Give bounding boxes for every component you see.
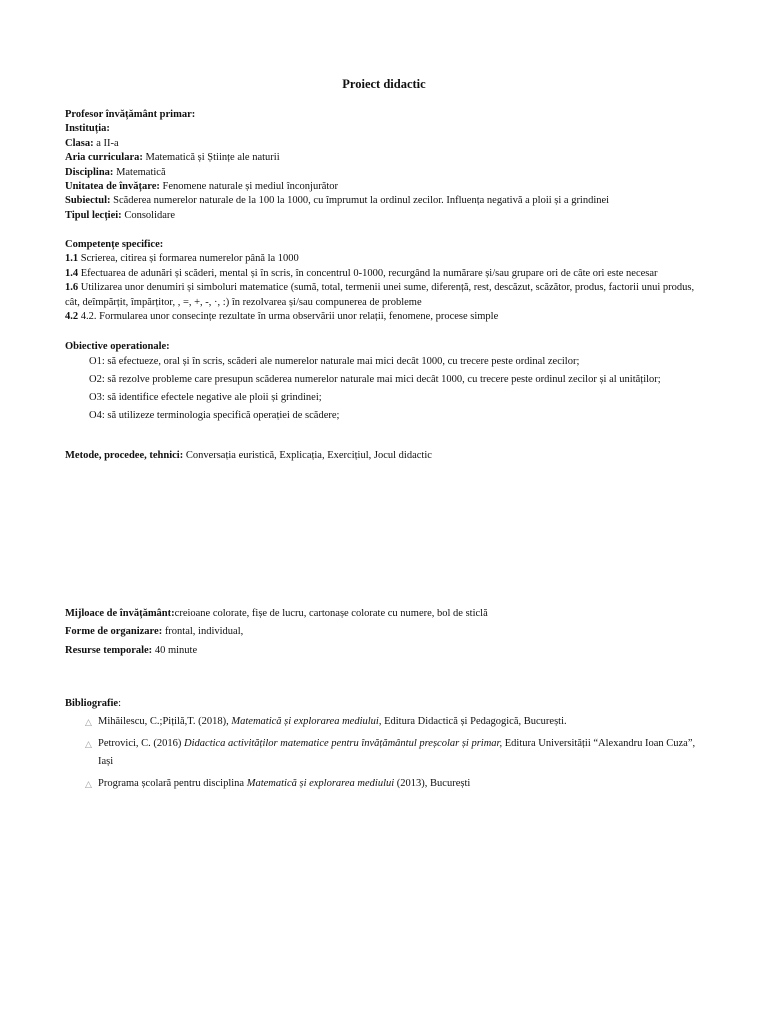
competenta-item bbox=[65, 252, 705, 266]
competenta-text: Efectuarea de adunări și scăderi, mental și în scris, în concentrul 0-1000, recurgând la numărare și/sau grupare ori de câte ori este necesar bbox=[78, 267, 658, 279]
aria-value: Matematică și Științe ale naturii bbox=[142, 152, 280, 164]
clasa-line bbox=[65, 137, 705, 151]
disciplina-line bbox=[65, 166, 705, 180]
mijloace-label: Mijloace de învățământ: bbox=[65, 608, 175, 619]
document-icon: △ bbox=[85, 739, 92, 750]
unitatea-label: Unitatea de învățare: bbox=[65, 181, 160, 193]
competenta-number: 4.2 bbox=[65, 311, 79, 323]
clasa-value: a II-a bbox=[93, 137, 119, 149]
profesor-label: Profesor învățământ primar: bbox=[65, 109, 196, 120]
resurse-line bbox=[65, 644, 705, 658]
competenta-text: Scrierea, citirea și formarea numerelor până la 1000 bbox=[78, 253, 299, 265]
metode-section bbox=[65, 449, 705, 463]
competenta-number: 1.4 bbox=[65, 267, 79, 279]
unitatea-line bbox=[65, 180, 705, 194]
mijloace-line bbox=[65, 607, 705, 621]
profesor-line bbox=[65, 108, 705, 122]
bibliography-item: △ Petrovici, C. (2016) Didactica activităților matematice pentru învățământul preșcolar și primar, Editura Universității “Alexandru Ioan Cuza”, Iași bbox=[65, 735, 705, 771]
tipul-value: Consolidare bbox=[121, 209, 176, 221]
document-icon: △ bbox=[85, 779, 92, 790]
objective-item: O2: să rezolve probleme care presupun scăderea numerelor naturale mai mici decât 1000, cu trecere peste ordinul zecilor și al unităților; bbox=[89, 374, 661, 386]
clasa-label: Clasa: bbox=[65, 137, 94, 149]
objective-item: O3: să identifice efectele negative ale ploii și grindinei; bbox=[89, 392, 322, 403]
metode-value: Conversația euristică, Explicația, Exercițiul, Jocul didactic bbox=[183, 450, 432, 461]
subiectul-label: Subiectul: bbox=[65, 195, 111, 207]
competenta-item bbox=[65, 310, 705, 324]
bibliografie-section bbox=[65, 697, 705, 797]
metode-label: Metode, procedee, tehnici: bbox=[65, 450, 184, 461]
institutia-label: Instituția: bbox=[65, 123, 110, 135]
forme-value: frontal, individual, bbox=[162, 626, 244, 638]
competenta-text: Utilizarea unor denumiri și simboluri matematice (sumă, total, termenii unei sume, diferență, rest, descăzut, scăzător, produs, factorii unui produs, cât, deîmpărțit, împărțitor, , =, +, -, ·, :) în rezolvarea și/sau compunerea de probleme bbox=[65, 282, 695, 308]
tipul-label: Tipul lecției: bbox=[65, 209, 122, 221]
competente-section bbox=[65, 238, 705, 324]
document-icon: △ bbox=[85, 717, 92, 728]
objective-item: O1: să efectueze, oral și în scris, scăderi ale numerelor naturale mai mici decât 1000, cu trecere peste ordinal zecilor; bbox=[89, 356, 580, 368]
unitatea-value: Fenomene naturale și mediul înconjurător bbox=[159, 181, 339, 193]
subiectul-line bbox=[65, 194, 705, 208]
disciplina-label: Disciplina: bbox=[65, 166, 114, 178]
bibliography-item: △ Mihăilescu, C.;Pițilă,T. (2018), Matematică și explorarea mediului, Editura Didactică și Pedagogică, București. bbox=[65, 713, 705, 731]
aria-label: Aria curriculara: bbox=[65, 152, 143, 164]
subiectul-value: Scăderea numerelor naturale de la 100 la 1000, cu împrumut la ordinul zecilor. Influența negativă a ploii și a grindinei bbox=[110, 195, 610, 207]
competenta-item bbox=[65, 281, 705, 310]
lesson-header bbox=[65, 108, 705, 223]
aria-line bbox=[65, 151, 705, 165]
resources-section bbox=[65, 607, 705, 658]
competenta-text: 4.2. Formularea unor consecințe rezultate în urma observării unor relații, fenomene, procese simple bbox=[78, 311, 499, 323]
tipul-line bbox=[65, 209, 705, 223]
competente-heading: Competențe specifice: bbox=[65, 239, 164, 250]
bibliografie-heading: Bibliografie bbox=[65, 698, 119, 709]
page-title: Proiect didactic bbox=[342, 77, 426, 91]
forme-line bbox=[65, 625, 705, 639]
bibliography-item: △ Programa școlară pentru disciplina Matematică și explorarea mediului (2013), București bbox=[65, 775, 705, 793]
competenta-number: 1.6 bbox=[65, 282, 79, 294]
obiective-heading: Obiective operationale: bbox=[65, 341, 170, 352]
forme-label: Forme de organizare: bbox=[65, 626, 163, 638]
competenta-number: 1.1 bbox=[65, 253, 79, 265]
mijloace-value: creioane colorate, fișe de lucru, cartonașe colorate cu numere, bol de sticlă bbox=[174, 608, 488, 619]
competenta-item bbox=[65, 267, 705, 281]
disciplina-value: Matematică bbox=[113, 166, 166, 178]
institutia-line bbox=[65, 122, 705, 136]
bibliografie-colon: : bbox=[118, 698, 122, 709]
obiective-section bbox=[65, 340, 705, 427]
objective-item: O4: să utilizeze terminologia specifică operației de scădere; bbox=[89, 409, 340, 421]
resurse-label: Resurse temporale: bbox=[65, 644, 153, 656]
resurse-value: 40 minute bbox=[152, 644, 198, 656]
